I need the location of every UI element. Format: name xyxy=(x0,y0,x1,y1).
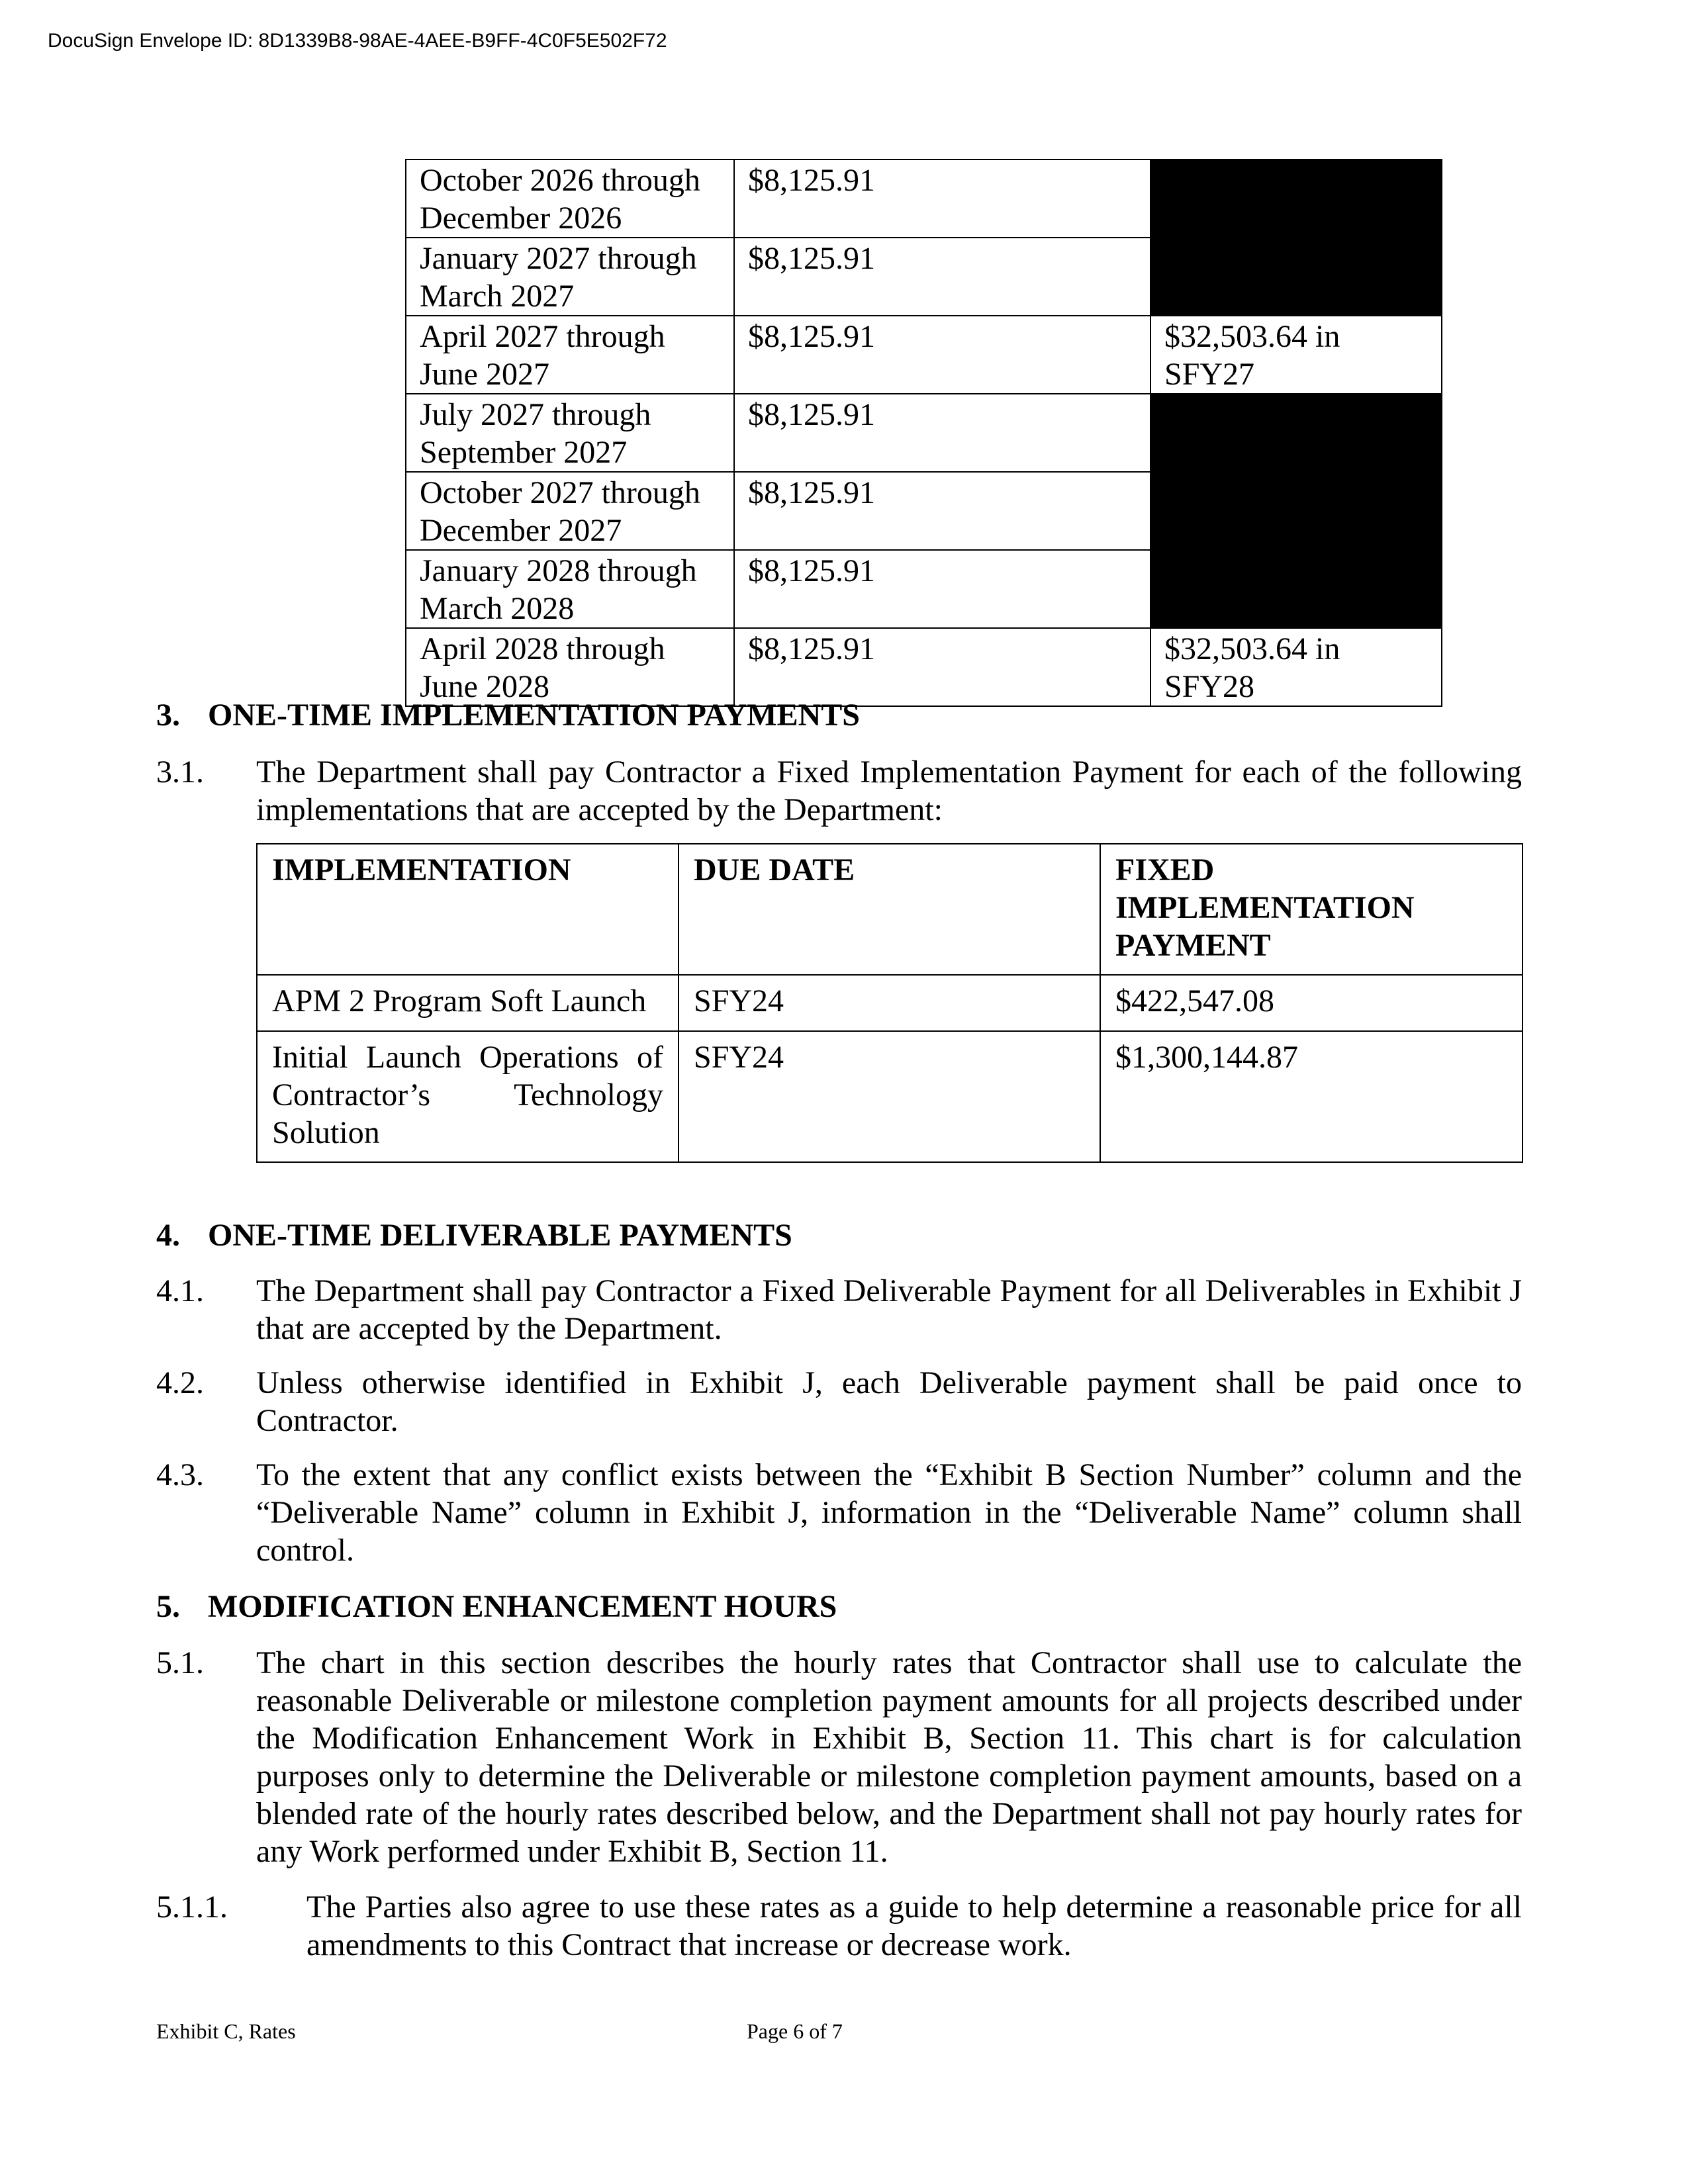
schedule-amount: $8,125.91 xyxy=(734,628,1150,706)
footer-exhibit-label: Exhibit C, Rates xyxy=(156,2019,296,2043)
col-header-fixed-payment: FIXED IMPLEMENTATION PAYMENT xyxy=(1100,844,1523,975)
col-header-due-date: DUE DATE xyxy=(679,844,1100,975)
schedule-period: October 2026 through December 2026 xyxy=(406,159,734,238)
section-4-heading: 4. ONE-TIME DELIVERABLE PAYMENTS xyxy=(156,1218,792,1253)
schedule-row xyxy=(406,238,1442,316)
redacted-cell xyxy=(1150,394,1442,472)
paragraph-3-1: 3.1. The Department shall pay Contractor a Fixed Implementation Payment for each of the following implementations that are accepted by the Department: xyxy=(156,754,1522,827)
schedule-amount: $8,125.91 xyxy=(734,159,1150,238)
paragraph-4-2: 4.2. Unless otherwise identified in Exhibit J, each Deliverable payment shall be paid once to Contractor. xyxy=(156,1365,1522,1438)
schedule-row xyxy=(406,472,1442,550)
schedule-amount: $8,125.91 xyxy=(734,472,1150,550)
schedule-amount: $8,125.91 xyxy=(734,550,1150,628)
schedule-row xyxy=(406,550,1442,628)
schedule-amount: $8,125.91 xyxy=(734,394,1150,472)
paragraph-5-1-1: 5.1.1. The Parties also agree to use these rates as a guide to help determine a reasonable price for all amendments to this Contract that increase or decrease work. xyxy=(156,1889,1522,1962)
schedule-row xyxy=(406,394,1442,472)
schedule-row xyxy=(406,316,1442,394)
table-row: APM 2 Program Soft Launch SFY24 $422,547.08 xyxy=(257,975,1523,1031)
schedule-amount: $8,125.91 xyxy=(734,316,1150,394)
paragraph-4-1: 4.1. The Department shall pay Contractor a Fixed Deliverable Payment for all Deliverables in Exhibit J that are accepted by the Department. xyxy=(156,1273,1522,1346)
col-header-implementation: IMPLEMENTATION xyxy=(257,844,679,975)
table-row: Initial Launch Operations of Contractor’s Technology Solution SFY24 $1,300,144.87 xyxy=(257,1031,1523,1162)
redacted-cell xyxy=(1150,159,1442,238)
implementation-table xyxy=(256,843,1523,1163)
schedule-period: April 2027 through June 2027 xyxy=(406,316,734,394)
schedule-period: January 2027 through March 2027 xyxy=(406,238,734,316)
redacted-cell xyxy=(1150,550,1442,628)
envelope-id: DocuSign Envelope ID: 8D1339B8-98AE-4AEE-B9FF-4C0F5E502F72 xyxy=(48,30,667,52)
schedule-period: January 2028 through March 2028 xyxy=(406,550,734,628)
schedule-row xyxy=(406,159,1442,238)
schedule-row xyxy=(406,628,1442,706)
redacted-cell xyxy=(1150,472,1442,550)
paragraph-4-3: 4.3. To the extent that any conflict exists between the “Exhibit B Section Number” column and the “Deliverable Name” column in Exhibit J, information in the “Deliverable Name” column shall control. xyxy=(156,1457,1522,1568)
paragraph-5-1: 5.1. The chart in this section describes the hourly rates that Contractor shall use to calculate the reasonable Deliverable or milestone completion payment amounts for all projects described under the Modification Enhancement Work in Exhibit B, Section 11. This chart is for calculation purposes only to determine the Deliverable or milestone completion payment amounts, based on a blended rate of the hourly rates described below, and the Department shall not pay hourly rates for any Work performed under Exhibit B, Section 11. xyxy=(156,1645,1522,1869)
section-5-heading: 5. MODIFICATION ENHANCEMENT HOURS xyxy=(156,1589,837,1624)
redacted-cell xyxy=(1150,238,1442,316)
schedule-period: July 2027 through September 2027 xyxy=(406,394,734,472)
section-3-heading: 3. ONE-TIME IMPLEMENTATION PAYMENTS xyxy=(156,698,860,733)
schedule-amount: $8,125.91 xyxy=(734,238,1150,316)
schedule-total: $32,503.64 in SFY28 xyxy=(1150,628,1442,706)
payment-schedule-table xyxy=(405,159,1442,707)
schedule-period: April 2028 through June 2028 xyxy=(406,628,734,706)
footer-page-number: Page 6 of 7 xyxy=(747,2019,843,2043)
schedule-total: $32,503.64 in SFY27 xyxy=(1150,316,1442,394)
schedule-period: October 2027 through December 2027 xyxy=(406,472,734,550)
